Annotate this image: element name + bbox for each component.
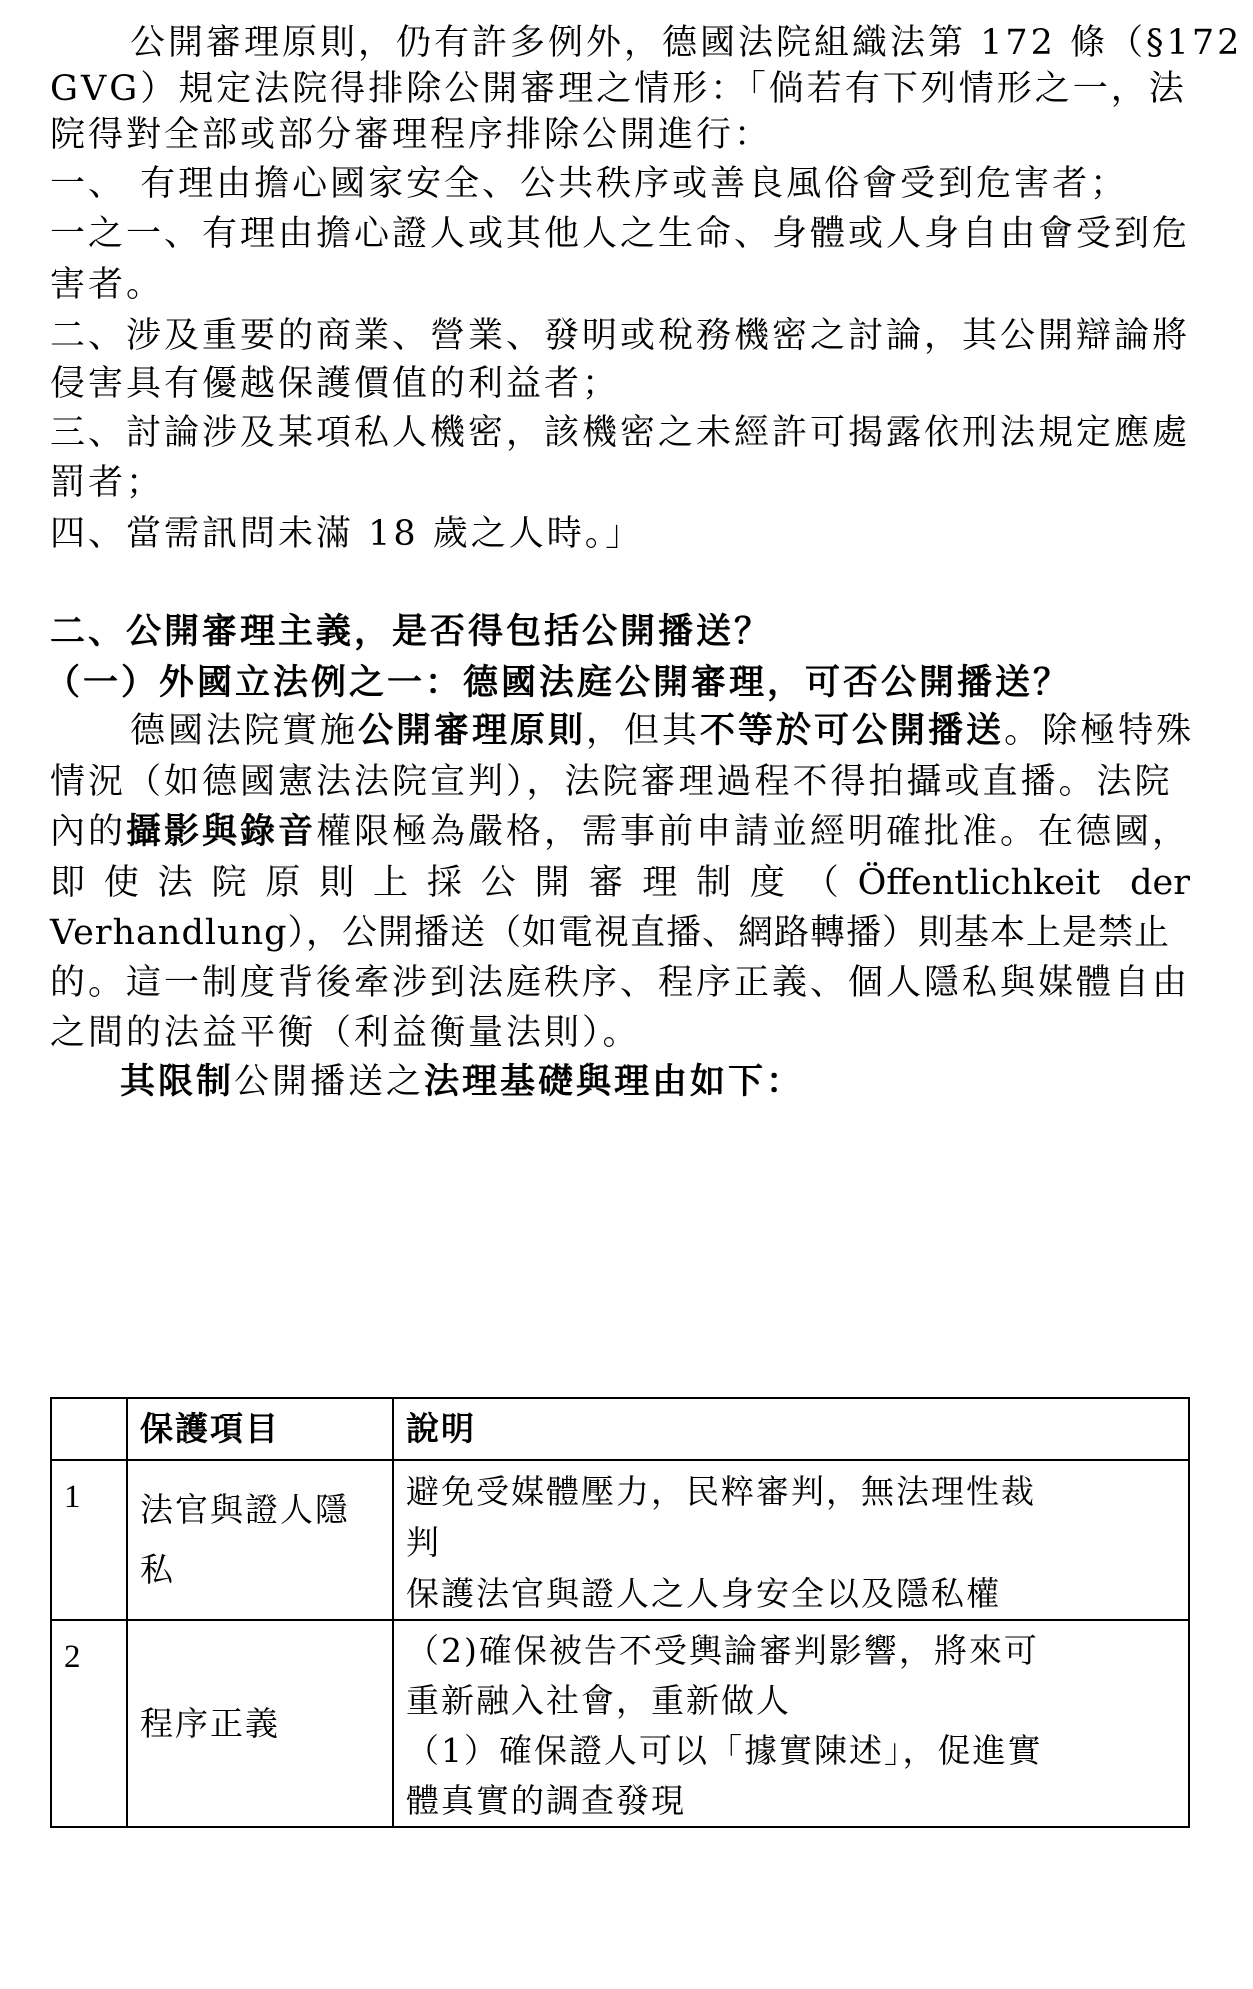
emphasis-text: 不等於可公開播送 [700, 711, 1005, 751]
text-line: 公開審理原則，仍有許多例外，德國法院組織法第 172 條（§172 [130, 23, 1243, 63]
protection-table [50, 1397, 1190, 1828]
table-header-row [51, 1398, 1189, 1460]
body-text: 。除極特殊 [1004, 711, 1195, 751]
text-line: 害者。 [50, 265, 165, 305]
caption-bold: 法理基礎與理由如下： [424, 1062, 805, 1102]
table-caption [120, 1059, 1253, 1105]
desc-line: 保護法官與證人之人身安全以及隱私權 [406, 1574, 1001, 1613]
table-row [51, 1620, 1189, 1827]
row-number: 1 [51, 1460, 127, 1620]
caption-text: 公開播送之 [234, 1062, 425, 1102]
text-line: 罰者； [50, 463, 165, 503]
header-cell-desc: 說明 [393, 1398, 1189, 1460]
body-text: ，但其 [586, 711, 701, 751]
section-heading: 二、公開審理主義，是否得包括公開播送？ [50, 612, 773, 652]
row-number: 2 [51, 1620, 127, 1827]
caption-bold: 其限制 [120, 1062, 235, 1102]
text-line: 二、涉及重要的商業、營業、發明或稅務機密之討論，其公開辯論將 [50, 316, 1191, 356]
body-line: 之間的法益平衡（利益衡量法則）。 [50, 1013, 641, 1053]
section-subheading: （一）外國立法例之一：德國法庭公開審理，可否公開播送？ [45, 663, 1072, 703]
body-line: 的。這一制度背後牽涉到法庭秩序、程序正義、個人隱私與媒體自由 [50, 963, 1191, 1003]
desc-line: 重新融入社會，重新做人 [406, 1681, 791, 1720]
body-line: 即使法院原則上採公開審理制度（Öffentlichkeit der [50, 863, 1190, 903]
emphasis-text: 攝影與錄音 [126, 812, 317, 852]
row-item: 法官與證人隱私 [127, 1460, 393, 1620]
text-line: 三、討論涉及某項私人機密，該機密之未經許可揭露依刑法規定應處 [50, 413, 1191, 453]
text-line: 院得對全部或部分審理程序排除公開進行： [50, 115, 773, 155]
text-line: 侵害具有優越保護價值的利益者； [50, 364, 621, 404]
body-text: 權限極為嚴格，需事前申請並經明確批准。在德國， [316, 812, 1191, 852]
table-row [51, 1460, 1189, 1620]
body-text: 內的 [50, 812, 127, 852]
row-desc [393, 1460, 1189, 1620]
body-line: 情況（如德國憲法法院宣判），法院審理過程不得拍攝或直播。法院 [50, 762, 1173, 802]
desc-line: （1）確保證人可以「據實陳述」，促進實 [406, 1731, 1043, 1770]
text-line: GVG）規定法院得排除公開審理之情形：「倘若有下列情形之一，法 [50, 69, 1187, 109]
body-line [50, 809, 1190, 855]
text-line: 一之一、有理由擔心證人或其他人之生命、身體或人身自由會受到危 [50, 214, 1191, 254]
header-cell-no [51, 1398, 127, 1460]
header-cell-item: 保護項目 [127, 1398, 393, 1460]
text-line: 四、當需訊問未滿 18 歲之人時。」 [50, 514, 644, 554]
desc-line: 體真實的調查發現 [406, 1781, 686, 1820]
body-line: Verhandlung），公開播送（如電視直播、網路轉播）則基本上是禁止 [50, 913, 1171, 953]
desc-line: 避免受媒體壓力，民粹審判，無法理性裁 [406, 1472, 1036, 1511]
desc-line: （2)確保被告不受輿論審判影響，將來可 [406, 1631, 1039, 1670]
text-line: 一、 有理由擔心國家安全、公共秩序或善良風俗會受到危害者； [50, 164, 1129, 204]
emphasis-text: 公開審理原則 [358, 711, 587, 751]
desc-line: 判 [406, 1523, 441, 1562]
body-text: 德國法院實施 [130, 711, 359, 751]
body-line [130, 708, 1195, 754]
row-item: 程序正義 [127, 1620, 393, 1827]
row-desc [393, 1620, 1189, 1827]
